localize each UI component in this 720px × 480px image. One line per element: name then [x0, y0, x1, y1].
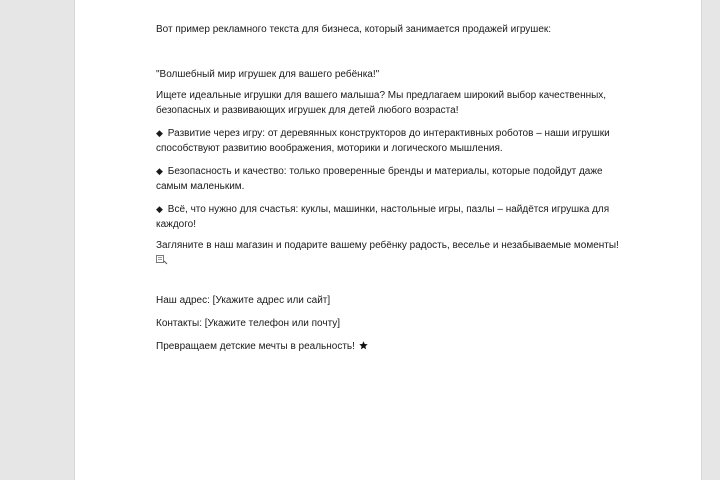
headline-paragraph: "Волшебный мир игрушек для вашего ребёнка!"	[156, 69, 380, 80]
contacts-paragraph: Контакты: [Укажите телефон или почту]	[156, 318, 341, 329]
bullet-text: Развитие через игру: от деревянных конструкторов до интерактивных роботов – наши игрушки способствуют развитию воображения, моторики и логического мышления.	[156, 128, 610, 154]
address-paragraph: Наш адрес: [Укажите адрес или сайт]	[156, 295, 331, 306]
diamond-bullet-icon: ◆	[156, 204, 163, 214]
empty-line	[156, 37, 626, 67]
bullet-text: Безопасность и качество: только проверенные бренды и материалы, которые подойдут даже самым маленьким.	[156, 166, 603, 192]
document-body[interactable]	[156, 22, 626, 354]
closing-paragraph: Загляните в наш магазин и подарите вашему ребёнку радость, веселье и незабываемые моменты!	[156, 240, 619, 251]
paste-options-icon[interactable]	[156, 255, 168, 265]
slogan-text: Превращаем детские мечты в реальность!	[156, 341, 355, 352]
bullet-text: Всё, что нужно для счастья: куклы, машинки, настольные игры, пазлы – найдётся игрушка для каждого!	[156, 204, 610, 230]
bullet-paragraph	[156, 164, 626, 194]
lead-paragraph: Ищете идеальные игрушки для вашего малыша? Мы предлагаем широкий выбор качественных, безопасных и развивающих игрушек для детей любого возраста!	[156, 90, 607, 116]
document-page[interactable]	[74, 0, 702, 480]
slogan-paragraph	[156, 339, 626, 354]
intro-paragraph: Вот пример рекламного текста для бизнеса, который занимается продажей игрушек:	[156, 24, 552, 35]
bullet-paragraph	[156, 202, 626, 232]
diamond-bullet-icon: ◆	[156, 128, 163, 138]
bullet-paragraph	[156, 126, 626, 156]
contact-block	[156, 293, 626, 354]
star-icon	[359, 340, 368, 349]
diamond-bullet-icon: ◆	[156, 166, 163, 176]
